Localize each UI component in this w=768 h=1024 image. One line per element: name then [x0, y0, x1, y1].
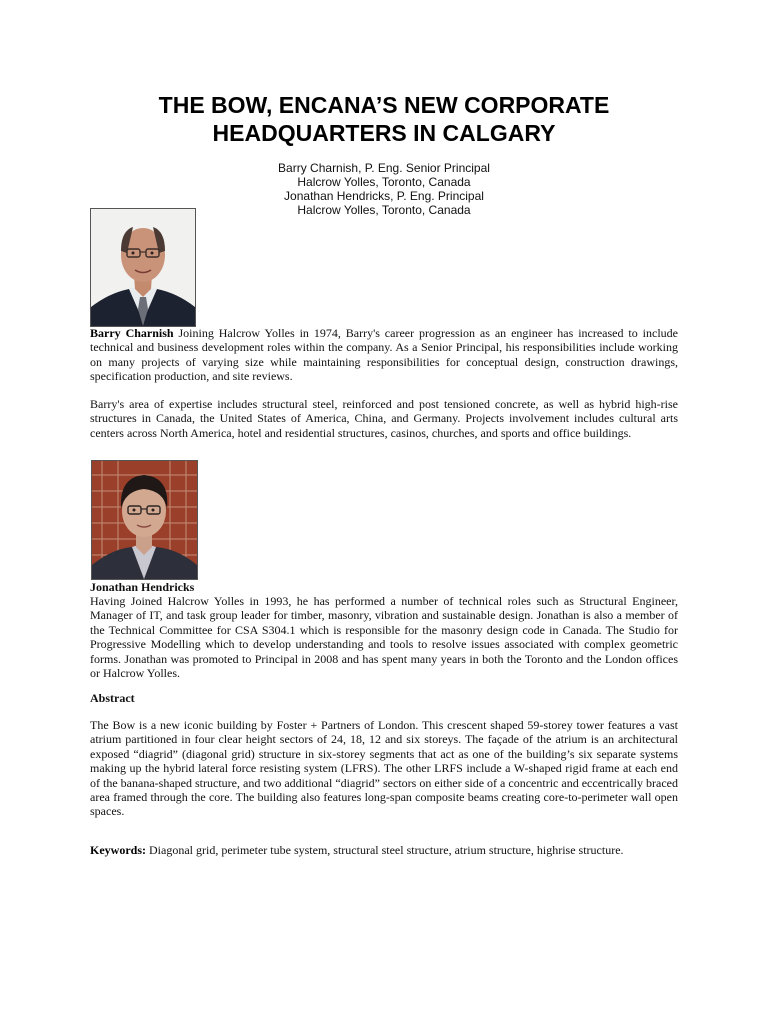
portrait-barry-charnish — [90, 208, 196, 327]
keywords-text: Diagonal grid, perimeter tube system, structural steel structure, atrium structure, highrise structure. — [146, 843, 624, 857]
abstract-heading: Abstract — [90, 691, 135, 705]
bio-name: Barry Charnish — [90, 326, 174, 340]
author-block — [184, 161, 584, 217]
portrait-jonathan-hendricks — [91, 460, 198, 580]
author-line: Barry Charnish, P. Eng. Senior Principal — [278, 161, 490, 175]
keywords-line — [90, 843, 678, 857]
bio-jonathan-hendricks: Having Joined Halcrow Yolles in 1993, he has performed a number of technical roles such as Structural Engineer, Manager of IT, and task group leader for timber, masonry, vibration and sustainable design. Jonathan is also a member of the Technical Committee for CSA S304.1 which is responsible for the masonry design code in Canada. The Studio for Progressive Modelling which to develop understanding and tools to resolve issues associated with complex geometric forms. Jonathan was promoted to Principal in 2008 and has spent many years in both the Toronto and the London offices or Halcrow Yolles. — [90, 594, 678, 681]
bio-barry-charnish-expertise: Barry's area of expertise includes structural steel, reinforced and post tensioned concrete, as well as hybrid high-rise structures in Canada, the United States of America, China, and Germany. Projects involvement includes cultural arts centers across North America, hotel and residential structures, casinos, churches, and sports and office buildings. — [90, 397, 678, 440]
bio-text: Joining Halcrow Yolles in 1974, Barry's career progression as an engineer has increased to include technical and business development roles within the company. As a Senior Principal, his responsibilities include working on many projects of varying size while maintaining responsibilities for conceptual design, construction drawings, specification production, and site reviews. — [90, 326, 678, 384]
author-line: Halcrow Yolles, Toronto, Canada — [297, 175, 471, 189]
paper-title: THE BOW, ENCANA’S NEW CORPORATE HEADQUARTERS IN CALGARY — [158, 92, 610, 146]
author-line: Jonathan Hendricks, P. Eng. Principal — [284, 189, 484, 203]
bio-heading-jonathan-hendricks: Jonathan Hendricks — [90, 580, 195, 594]
abstract-text: The Bow is a new iconic building by Foster + Partners of London. This crescent shaped 59-storey tower features a vast atrium partitioned in four clear height sectors of 24, 18, 12 and six storeys. The façade of the atrium is an architectural exposed “diagrid” (diagonal grid) structure in six-storey segments that act as one of the building’s six separate systems making up the hybrid lateral force resisting system (LFRS). The other LRFS include a W-shaped rigid frame at each end of the banana-shaped structure, and two additional “diagrid” sectors on either side of a concentric and eccentrically braced area framed through the core. The building also features long-span composite beams creating core-to-perimeter wall open spaces. — [90, 718, 678, 819]
bio-barry-charnish — [90, 326, 678, 384]
author-line: Halcrow Yolles, Toronto, Canada — [297, 203, 471, 217]
keywords-label: Keywords: — [90, 843, 146, 857]
